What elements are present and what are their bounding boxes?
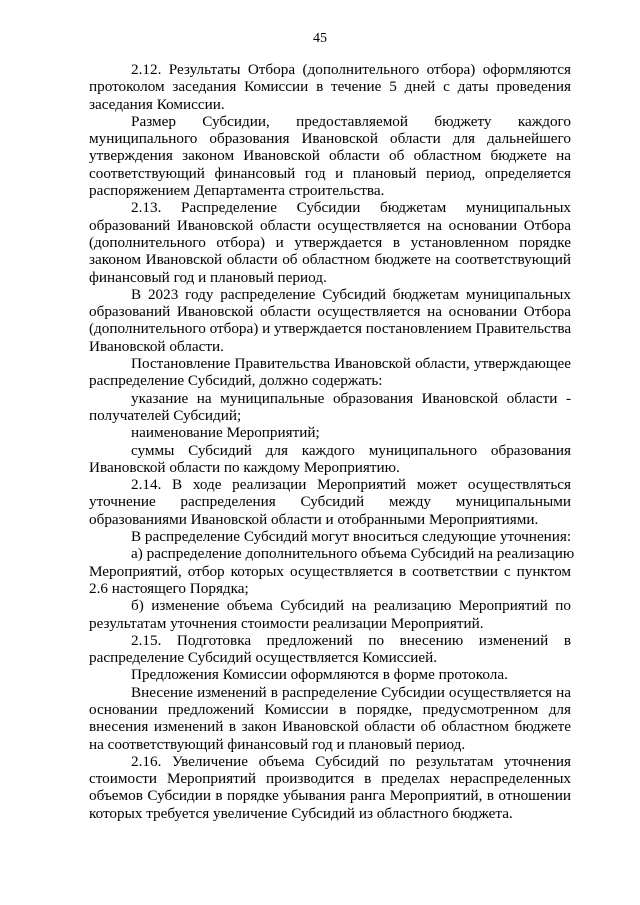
text-line: Постановление Правительства Ивановской области, утверждающее xyxy=(131,355,571,373)
text-line: Размер Субсидии, предоставляемой бюджету каждого xyxy=(131,112,571,130)
text-line: 2.13. Распределение Субсидии бюджетам муниципальных xyxy=(131,199,571,217)
paragraph xyxy=(89,476,571,528)
text-line: В 2023 году распределение Субсидий бюджетам муниципальных xyxy=(131,285,571,303)
text-line: Ивановской области. xyxy=(89,337,224,355)
text-line: (дополнительного отбора) и утверждается в установленном порядке xyxy=(89,233,571,251)
text-line: образований Ивановской области осуществляется на основании Отбора xyxy=(89,216,571,234)
text-line: образований Ивановской области осуществляется на основании Отбора xyxy=(89,303,571,321)
paragraph xyxy=(89,442,571,477)
text-line: основании предложений Комиссии в порядке, предусмотренном для xyxy=(89,700,571,718)
text-line: заседания Комиссии. xyxy=(89,95,225,113)
text-line: которых требуется увеличение Субсидий из областного бюджета. xyxy=(89,804,513,822)
text-line: утверждения законом Ивановской области об областном бюджете на xyxy=(89,147,571,165)
text-line: 2.12. Результаты Отбора (дополнительного отбора) оформляются xyxy=(131,61,571,78)
paragraph xyxy=(89,666,571,683)
text-line: протоколом заседания Комиссии в течение 5 дней с даты проведения xyxy=(89,78,571,96)
text-line: В распределение Субсидий могут вноситься следующие уточнения: xyxy=(131,528,572,546)
text-line: на соответствующий финансовый год и плановый период. xyxy=(89,735,466,753)
text-line: объемов Субсидии в порядке убывания ранга Мероприятий, в отношении xyxy=(89,787,571,805)
paragraph xyxy=(89,684,571,753)
paragraph xyxy=(89,597,571,632)
text-line: образованиями Ивановской области и отобранными Мероприятиями. xyxy=(89,510,539,528)
text-line: наименование Мероприятий; xyxy=(131,424,320,442)
text-line: б) изменение объема Субсидий на реализацию Мероприятий по xyxy=(131,597,571,615)
text-line: а) распределение дополнительного объема Субсидий на реализацию xyxy=(131,545,575,563)
text-line: Ивановской области по каждому Мероприятию. xyxy=(89,458,400,476)
page-number: 45 xyxy=(313,31,327,46)
text-line: Мероприятий, отбор которых осуществляется в соответствии с пунктом xyxy=(89,562,571,580)
text-line: получателей Субсидий; xyxy=(89,406,242,424)
text-line: соответствующий финансовый год и плановый период, определяется xyxy=(89,164,571,182)
text-line: внесения изменений в закон Ивановской области об областном бюджете xyxy=(89,718,571,736)
text-line: Предложения Комиссии оформляются в форме протокола. xyxy=(131,666,508,684)
text-line: распоряжением Департамента строительства. xyxy=(89,182,385,200)
paragraph xyxy=(89,286,571,355)
paragraph xyxy=(89,199,571,285)
text-line: 2.15. Подготовка предложений по внесению изменений в xyxy=(131,631,571,649)
text-line: муниципального образования Ивановской области для дальнейшего xyxy=(89,130,571,148)
paragraph xyxy=(89,528,571,545)
text-line: распределение Субсидий осуществляется Комиссией. xyxy=(89,649,438,667)
text-line: финансовый год и плановый период. xyxy=(89,268,327,286)
text-line: законом Ивановской области об областном бюджете на соответствующий xyxy=(89,251,571,269)
text-line: суммы Субсидий для каждого муниципального образования xyxy=(131,441,571,459)
text-line: распределение Субсидий, должно содержать: xyxy=(89,372,383,390)
paragraph xyxy=(89,753,571,822)
paragraph xyxy=(89,424,571,441)
text-line: указание на муниципальные образования Ивановской области - xyxy=(131,389,571,407)
text-line: 2.6 настоящего Порядка; xyxy=(89,579,249,597)
paragraph xyxy=(89,545,575,597)
text-line: 2.14. В ходе реализации Мероприятий может осуществляться xyxy=(131,476,571,494)
paragraph xyxy=(89,61,571,113)
paragraph xyxy=(89,390,571,425)
text-line: 2.16. Увеличение объема Субсидий по результатам уточнения xyxy=(131,752,571,770)
text-line: стоимости Мероприятий производится в пределах нераспределенных xyxy=(89,770,571,788)
paragraph xyxy=(89,632,571,667)
text-line: Внесение изменений в распределение Субсидии осуществляется на xyxy=(131,683,571,701)
paragraph xyxy=(89,113,571,199)
paragraph xyxy=(89,355,571,390)
text-line: (дополнительного отбора) и утверждается постановлением Правительства xyxy=(89,320,572,338)
text-line: уточнение распределения Субсидий между муниципальными xyxy=(89,493,571,511)
text-line: результатам уточнения стоимости реализации Мероприятий. xyxy=(89,614,484,632)
document-body xyxy=(89,61,575,822)
